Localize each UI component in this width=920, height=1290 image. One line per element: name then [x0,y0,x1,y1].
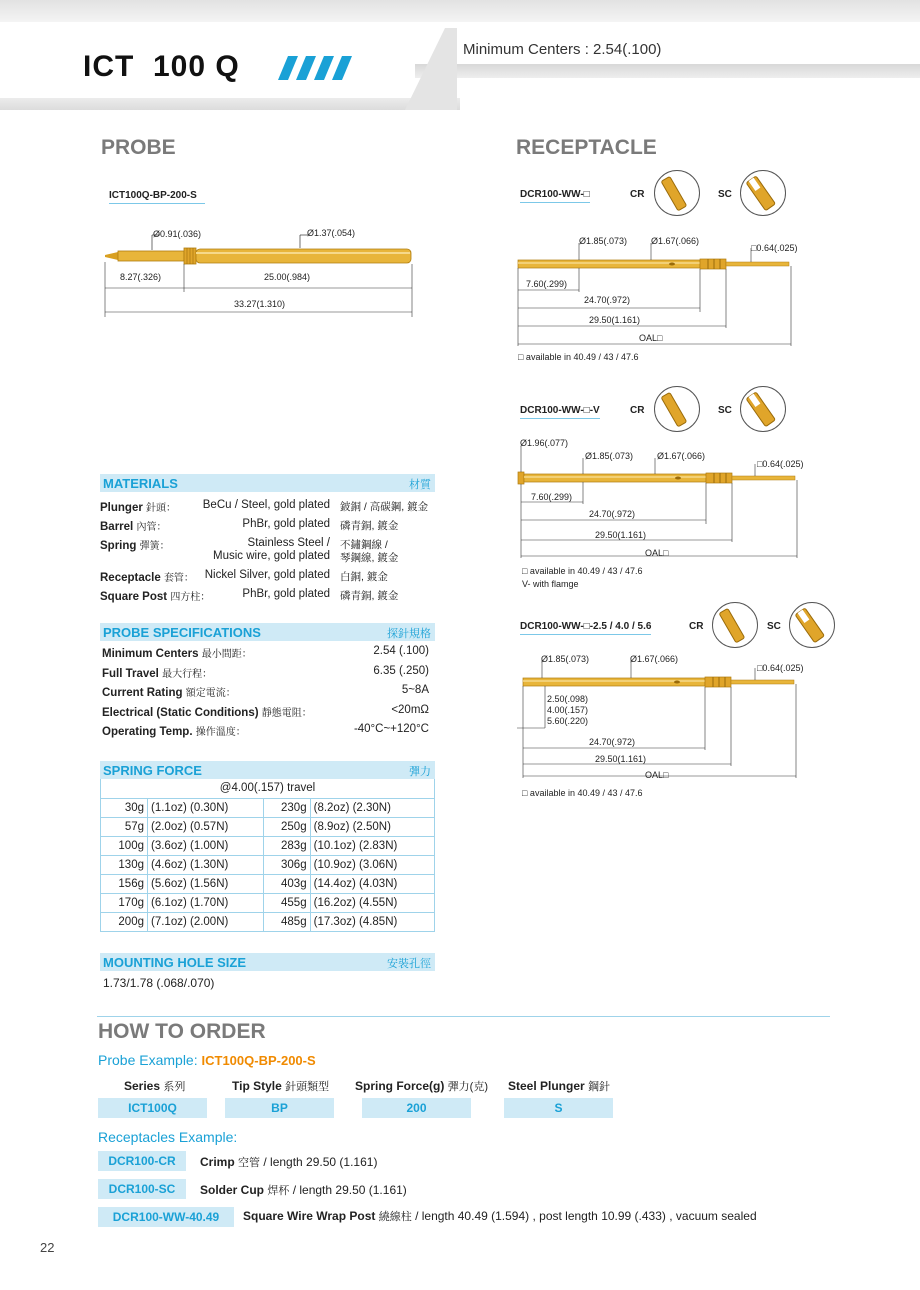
rcp2-note-2: V- with flamge [522,579,579,589]
spring-force-table [100,798,435,932]
header-bottom-band [0,98,460,110]
order-value-spring-force: 200 [362,1098,471,1118]
solder-cup-icon [789,602,835,648]
spring-force-grams: 485g [263,913,310,932]
crimp-icon [654,170,700,216]
rcp3-dim-g: 24.70(.972) [589,737,636,747]
spring-force-travel: @4.00(.157) travel [100,779,435,798]
order-value-series: ICT100Q [98,1098,207,1118]
probe-example-label: Probe Example: [98,1052,198,1068]
rcp3-dim-i: OAL□ [645,770,669,780]
receptacle-desc-sc: Solder Cup 焊杯 / length 29.50 (1.161) [200,1183,407,1197]
material-value: BeCu / Steel, gold plated [202,499,330,511]
probe-specs-title-cn: 探針規格 [387,628,431,640]
minimum-centers: Minimum Centers : 2.54(.100) [463,41,662,58]
spring-force-grams: 170g [101,894,148,913]
spec-label-cn: 最小間距： [201,649,252,660]
spring-force-grams: 30g [101,799,148,818]
rcp2-dim-b: Ø1.85(.073) [585,451,634,461]
spring-force-grams: 230g [263,799,310,818]
cr-label-2: CR [630,405,645,416]
spring-force-row [101,875,435,894]
spring-force-grams: 403g [263,875,310,894]
spec-label-cn: 額定電流： [185,688,236,699]
order-value-steel-plunger: S [504,1098,613,1118]
rcp1-dim-d: 7.60(.299) [526,279,568,289]
materials-title: MATERIALS [103,476,178,491]
sc-label-1: SC [718,189,732,200]
rcp1-dim-g: OAL□ [639,333,663,343]
spring-force-conversion: (8.2oz) (2.30N) [310,799,434,818]
probe-specs-header [100,623,435,641]
spec-row [102,645,429,665]
header-diagonal [405,28,457,110]
probe-specs-list [102,645,429,743]
mounting-header [100,953,435,971]
spring-force-conversion: (5.6oz) (1.56N) [148,875,264,894]
rcp1-dim-c: □0.64(.025) [751,243,798,253]
receptacle-part-2: DCR100-WW-□-V [520,405,600,419]
material-value: Stainless Steel / [247,537,330,549]
rcp1-note: □ available in 40.49 / 43 / 47.6 [518,352,639,362]
rcp2-dim-h: OAL□ [645,548,669,558]
rcp2-dim-a: Ø1.96(.077) [520,438,569,448]
spec-value: <20mΩ [391,703,429,716]
material-label-cn: 四方柱： [170,592,211,603]
material-value: PhBr, gold plated [242,588,330,600]
how-to-order-title: HOW TO ORDER [98,1020,266,1043]
order-col-spring-force: Spring Force(g) 彈力(克) [355,1079,489,1093]
mounting-title: MOUNTING HOLE SIZE [103,955,246,970]
material-value-cn: 磷青銅, 鍍金 [340,520,399,532]
material-value-cn: 磷青銅, 鍍金 [340,590,399,602]
material-label: Barrel [100,521,134,533]
material-value-cn: 鈹銅 / 高碳鋼, 鍍金 [340,501,429,513]
probe-example-value: ICT100Q-BP-200-S [201,1053,316,1068]
header-top-band [0,0,920,22]
material-label: Plunger [100,502,143,514]
spec-row [102,684,429,704]
rcp3-dim-h: 29.50(1.161) [595,754,647,764]
spec-label-cn: 操作溫度： [195,727,246,738]
material-row-square-post [100,588,440,607]
solder-cup-icon [740,170,786,216]
spec-value: 5~8A [401,684,429,696]
spring-force-row [101,799,435,818]
rcp3-dim-a: Ø1.85(.073) [541,654,590,664]
rcp3-dim-b: Ø1.67(.066) [630,654,679,664]
spec-label: Full Travel [102,667,159,680]
spec-label: Minimum Centers [102,648,199,660]
material-value: PhBr, gold plated [242,518,330,530]
order-col-steel-plunger: Steel Plunger 鋼針 [508,1079,611,1093]
rcp3-dim-e: 4.00(.157) [547,705,589,715]
rcp3-dim-f: 5.60(.220) [547,716,589,726]
spec-value: 2.54 (.100) [373,645,429,657]
spec-row [102,704,429,724]
rcp2-dim-c: Ø1.67(.066) [657,451,706,461]
probe-example [98,1052,316,1068]
rcp1-dim-a: Ø1.85(.073) [579,236,628,246]
probe-dim-tip-len: 8.27(.326) [120,272,162,282]
material-value-2: Music wire, gold plated [213,550,330,562]
page-number: 22 [40,1240,55,1255]
receptacle-part-3: DCR100-WW-□-2.5 / 4.0 / 5.6 [520,621,651,635]
order-value-tip-style: BP [225,1098,334,1118]
rcp2-note-1: □ available in 40.49 / 43 / 47.6 [522,566,643,576]
sc-label-2: SC [718,405,732,416]
material-value-cn-2: 琴鋼線, 鍍金 [340,552,399,564]
probe-part-number: ICT100Q-BP-200-S [109,190,205,204]
material-label: Square Post [100,591,168,603]
spring-force-grams: 57g [101,818,148,837]
receptacles-example-label: Receptacles Example: [98,1129,238,1145]
spring-force-grams: 100g [101,837,148,856]
receptacle-desc-ww: Square Wire Wrap Post 繞線柱 / length 40.49 (1.594) , post length 10.99 (.433) , vacuum sealed [243,1209,757,1223]
rcp3-dim-c: □0.64(.025) [757,663,804,673]
spring-force-conversion: (10.9oz) (3.06N) [310,856,434,875]
spring-force-conversion: (14.4oz) (4.03N) [310,875,434,894]
spring-force-grams: 156g [101,875,148,894]
spring-force-grams: 455g [263,894,310,913]
spring-force-conversion: (8.9oz) (2.50N) [310,818,434,837]
receptacle-code-cr: DCR100-CR [98,1151,186,1171]
solder-cup-icon [740,386,786,432]
spring-force-grams: 130g [101,856,148,875]
material-label-cn: 套管： [163,573,194,584]
order-col-tip-style: Tip Style 針頭類型 [232,1079,330,1093]
mounting-title-cn: 安裝孔徑 [387,958,431,970]
rcp1-dim-b: Ø1.67(.066) [651,236,700,246]
page-title: ICT 100 Q [83,50,240,83]
cr-label-3: CR [689,621,704,632]
spring-force-conversion: (2.0oz) (0.57N) [148,818,264,837]
rcp1-dim-e: 24.70(.972) [584,295,631,305]
materials-header [100,474,435,492]
rcp2-dim-f: 24.70(.972) [589,509,636,519]
spring-force-title: SPRING FORCE [103,763,202,778]
probe-dim-total-len: 33.27(1.310) [234,299,286,309]
spring-force-row [101,913,435,932]
material-value: Nickel Silver, gold plated [204,569,330,581]
spring-force-row [101,837,435,856]
materials-title-cn: 材質 [409,479,431,491]
spring-force-conversion: (6.1oz) (1.70N) [148,894,264,913]
spring-force-conversion: (17.3oz) (4.85N) [310,913,434,932]
mounting-value: 1.73/1.78 (.068/.070) [103,976,215,990]
spring-force-grams: 306g [263,856,310,875]
receptacle-desc-cr: Crimp 空管 / length 29.50 (1.161) [200,1155,378,1169]
spec-row [102,665,429,685]
header-gray-stripe [415,64,920,78]
probe-dim-barrel-len: 25.00(.984) [264,272,311,282]
material-row-receptacle [100,569,440,588]
spec-label-cn: 靜態電阻： [261,707,312,719]
spec-value: -40°C~+120°C [353,723,429,735]
material-row-spring [100,537,440,569]
rcp2-dim-g: 29.50(1.161) [595,530,647,540]
spring-force-grams: 200g [101,913,148,932]
spring-force-conversion: (7.1oz) (2.00N) [148,913,264,932]
receptacle-code-sc: DCR100-SC [98,1179,186,1199]
receptacle-part-1: DCR100-WW-□ [520,189,590,203]
spring-force-conversion: (10.1oz) (2.83N) [310,837,434,856]
material-label-cn: 針頭： [146,503,177,514]
material-label: Receptacle [100,572,161,584]
spec-label: Current Rating [102,687,183,699]
spec-label-cn: 最大行程： [162,668,213,680]
spring-force-header [100,761,435,779]
spring-force-row [101,818,435,837]
spring-force-row [101,894,435,913]
material-label: Spring [100,540,137,552]
materials-list [100,499,440,607]
spec-value: 6.35 (.250) [373,664,429,677]
spec-row [102,723,429,743]
spring-force-row [101,856,435,875]
spec-label: Operating Temp. [102,726,193,738]
material-value-cn: 不鏽鋼線 / [340,539,388,551]
cr-label-1: CR [630,189,645,200]
rcp2-dim-e: 7.60(.299) [531,492,573,502]
spring-force-grams: 250g [263,818,310,837]
receptacle-code-ww: DCR100-WW-40.49 [98,1207,234,1227]
spring-force-grams: 283g [263,837,310,856]
material-value-cn: 白銅, 鍍金 [340,571,388,583]
spring-force-title-cn: 彈力 [409,766,431,778]
material-label-cn: 內管： [136,522,167,533]
material-row-plunger [100,499,440,518]
rcp2-dim-d: □0.64(.025) [757,459,804,469]
rcp1-dim-f: 29.50(1.161) [589,315,641,325]
crimp-icon [712,602,758,648]
probe-dim-tip-dia: Ø0.91(.036) [153,229,202,239]
order-col-series: Series 系列 [124,1079,186,1093]
spring-force-conversion: (4.6oz) (1.30N) [148,856,264,875]
spring-force-conversion: (1.1oz) (0.30N) [148,799,264,818]
probe-section-title: PROBE [101,136,176,159]
material-row-barrel [100,518,440,537]
spring-force-conversion: (3.6oz) (1.00N) [148,837,264,856]
probe-specs-title: PROBE SPECIFICATIONS [103,625,261,640]
probe-dim-barrel-dia: Ø1.37(.054) [307,228,356,238]
spring-force-conversion: (16.2oz) (4.55N) [310,894,434,913]
slashes-icon [278,56,356,80]
spec-label: Electrical (Static Conditions) [102,706,259,719]
crimp-icon [654,386,700,432]
rcp3-note: □ available in 40.49 / 43 / 47.6 [522,788,643,798]
order-divider [97,1016,830,1017]
sc-label-3: SC [767,621,781,632]
rcp3-dim-d: 2.50(.098) [547,694,589,704]
receptacle-section-title: RECEPTACLE [516,136,657,159]
material-label-cn: 彈簧： [139,541,170,552]
